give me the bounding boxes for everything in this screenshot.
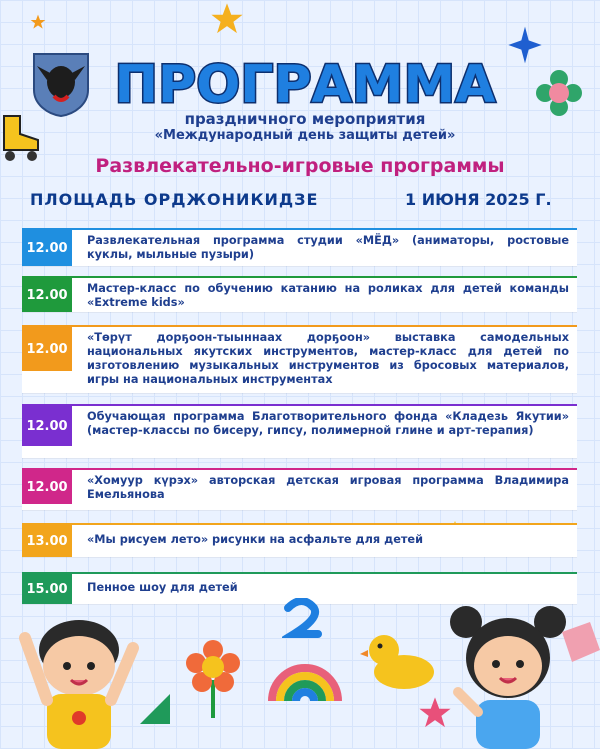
triangle-icon <box>138 692 172 726</box>
duck-icon <box>360 630 436 690</box>
page-title <box>105 52 505 112</box>
flower-icon <box>536 70 582 116</box>
event-row <box>22 523 577 557</box>
event-row <box>22 325 577 393</box>
star-icon <box>418 696 452 730</box>
subtitle-line1: праздничного мероприятия <box>184 110 426 128</box>
event-time: 12.00 <box>22 230 72 266</box>
event-time: 12.00 <box>22 327 72 371</box>
event-description: Обучающая программа Благотворительного фонда «Кладезь Якутии» (мастер-классы по бисеру, гипсу, полимерной глине и арт-терапия) <box>87 410 569 437</box>
star-icon <box>30 14 46 30</box>
star-icon <box>505 25 545 65</box>
coat-of-arms-icon <box>32 52 90 118</box>
event-description: Развлекательная программа студии «МЁД» (аниматоры, ростовые куклы, мыльные пузыри) <box>87 234 569 261</box>
squiggle-icon <box>282 598 322 642</box>
event-description: «Хомуур күрэх» авторская детская игровая программа Владимира Емельянова <box>87 474 569 501</box>
title-text: ПРОГРАММА <box>114 55 496 112</box>
event-time: 13.00 <box>22 525 72 557</box>
event-row <box>22 468 577 510</box>
rainbow-icon <box>266 655 344 701</box>
event-description: «Төрүт дорҕоон-тыыннаах дорҕоон» выставка самодельных национальных якутских инструментов, мастер-класс для детей по изготовлению музыкальных инструментов из бросовых материалов, игры на национальных инструментах <box>87 331 569 386</box>
girl-illustration-icon <box>448 600 568 749</box>
event-description: «Мы рисуем лето» рисунки на асфальте для детей <box>87 533 424 546</box>
event-row <box>22 276 577 312</box>
event-description: Пенное шоу для детей <box>87 581 238 594</box>
section-title: Развлекательно-игровые программы <box>95 155 505 177</box>
event-row <box>22 404 577 458</box>
shape-icon <box>562 622 600 662</box>
event-time: 12.00 <box>22 278 72 312</box>
event-row <box>22 228 577 266</box>
flower-icon <box>186 640 240 720</box>
event-time: 15.00 <box>22 574 72 604</box>
event-time: 12.00 <box>22 470 72 504</box>
boy-illustration-icon <box>15 608 145 749</box>
subtitle-line2: «Международный день защиты детей» <box>154 128 456 143</box>
event-time: 12.00 <box>22 406 72 446</box>
date-label: 1 ИЮНЯ 2025 Г. <box>405 190 552 209</box>
event-description: Мастер-класс по обучению катанию на роликах для детей команды «Extreme kids» <box>87 282 569 309</box>
star-icon <box>210 2 244 36</box>
location-label: ПЛОЩАДЬ ОРДЖОНИКИДЗЕ <box>30 190 319 209</box>
